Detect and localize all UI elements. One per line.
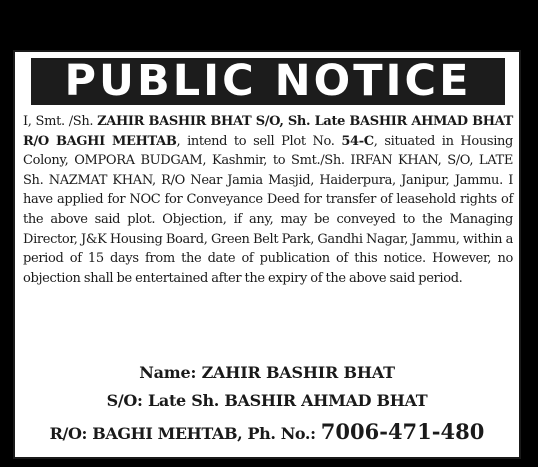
- seller-details: ZAHIR BASHIR BHAT S/O, Sh. Late BASHIR AHMAD BHAT R/O BAGHI MEHTAB: [23, 114, 513, 149]
- public-notice-box: [13, 50, 521, 459]
- top-black-band: [0, 0, 538, 40]
- body-text-segment: I, Smt. /Sh.: [23, 114, 98, 129]
- address-prefix: R/O: BAGHI MEHTAB, Ph. No.:: [49, 424, 321, 443]
- signature-father: S/O: Late Sh. BASHIR AHMAD BHAT: [106, 391, 428, 410]
- signature-address: [15, 418, 519, 448]
- body-text-segment: , situated in Housing Colony, OMPORA BUDGAM, Kashmir, to Smt./Sh. IRFAN KHAN, S/O, LATE Sh. NAZMAT KHAN, R/O Near Jamia Masjid, Haiderpura, Janipur, Jammu. I have applied for NOC for Conveyance Deed for transfer of leasehold rights of the above said plot. Objection, if any, may be conveyed to the Managing Director, J&K Housing Board, Green Belt Park, Gandhi Nagar, Jammu, within a period of 15 days from the date of publication of this notice. However, no objection shall be entertained after the expiry of the above said period.: [23, 133, 513, 286]
- notice-body: [23, 112, 513, 288]
- body-text-segment: , intend to sell Plot No.: [176, 133, 342, 149]
- phone-number: 7006-471-480: [320, 419, 485, 444]
- notice-heading: PUBLIC NOTICE: [31, 58, 505, 105]
- signature-name: Name: ZAHIR BASHIR BHAT: [139, 363, 395, 382]
- plot-number: 54-C: [341, 133, 374, 149]
